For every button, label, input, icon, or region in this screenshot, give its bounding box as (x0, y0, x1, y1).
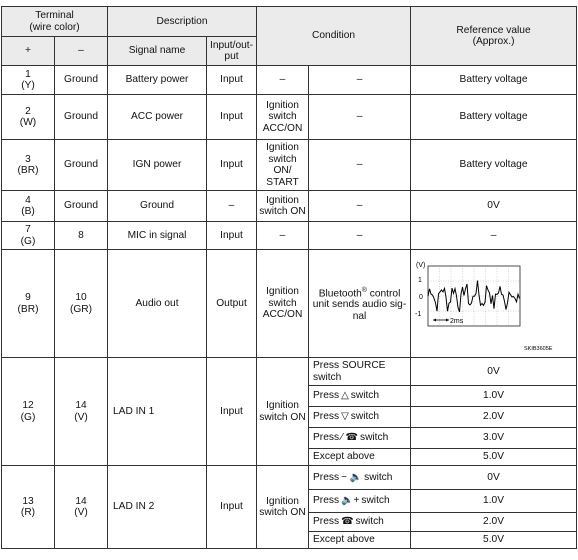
reference-waveform (411, 250, 577, 358)
signal-name: MIC in signal (108, 222, 207, 250)
switch-label: switch (355, 516, 384, 528)
reference-value: 3.0V (411, 428, 577, 449)
condition: Ignition switch ON/ START (257, 140, 309, 191)
up-triangle-icon: △ (341, 390, 349, 402)
input-output: Input (207, 222, 257, 250)
press-label: Press (313, 432, 340, 444)
reference-value: 1.0V (411, 490, 577, 513)
reference-value: 2.0V (411, 513, 577, 532)
waveform-time-label: 2ms (449, 317, 463, 325)
down-triangle-icon: ▽ (341, 411, 349, 423)
terminal-minus: Ground (55, 140, 108, 191)
table-row (2, 466, 577, 490)
condition: – (257, 66, 309, 95)
input-output: Input (207, 95, 257, 140)
terminal-minus: 14 (V) (55, 358, 108, 466)
waveform-tick-1: 1 (417, 276, 422, 284)
signal-name: Ground (108, 191, 207, 222)
sub-condition (309, 386, 411, 407)
header-description: Description (108, 7, 257, 37)
condition-detail: – (309, 66, 411, 95)
terminal-plus: 7 (G) (2, 222, 55, 250)
input-output: Output (207, 250, 257, 358)
reference-value: 0V (411, 358, 577, 386)
press-label: Press (313, 390, 340, 402)
signal-name: ACC power (108, 95, 207, 140)
header-plus: + (2, 37, 55, 66)
terminal-plus: 4 (B) (2, 191, 55, 222)
sub-condition: Except above (309, 449, 411, 466)
switch-label: switch (361, 495, 390, 507)
waveform-tick-neg1: -1 (414, 310, 421, 318)
time-scale-arrow-left (433, 318, 436, 321)
sub-condition (309, 513, 411, 532)
reference-value: 2.0V (411, 407, 577, 428)
terminal-plus: 13 (R) (2, 466, 55, 549)
header-signal-name: Signal name (108, 37, 207, 66)
sub-condition (309, 466, 411, 490)
condition-detail (309, 250, 411, 358)
terminal-minus: Ground (55, 66, 108, 95)
terminal-minus: Ground (55, 191, 108, 222)
terminal-plus: 12 (G) (2, 358, 55, 466)
reference-value: 0V (411, 466, 577, 490)
time-scale-arrow-right (446, 318, 449, 321)
waveform-trace (428, 280, 520, 311)
reference-value: – (411, 222, 577, 250)
header-input-output: Input/out- put (207, 37, 257, 66)
waveform-ylabel: (V) (415, 261, 425, 269)
volume-down-icon: − 🔈 (341, 471, 363, 483)
reference-value: 1.0V (411, 386, 577, 407)
reference-value: Battery voltage (411, 95, 577, 140)
signal-name: LAD IN 1 (108, 358, 207, 466)
header-minus: – (55, 37, 108, 66)
input-output: – (207, 191, 257, 222)
table-row (2, 250, 577, 358)
header-condition: Condition (257, 7, 411, 66)
volume-up-icon: 🔈+ (341, 495, 360, 507)
waveform-code: SKIB3605E (523, 345, 552, 352)
terminal-table (1, 6, 577, 549)
switch-label: switch (359, 432, 389, 444)
condition: Ignition switch ACC/ON (257, 95, 309, 140)
press-label: Press (313, 495, 340, 507)
terminal-minus: 10 (GR) (55, 250, 108, 358)
signal-name: LAD IN 2 (108, 466, 207, 549)
table-row (2, 222, 577, 250)
switch-label: switch (364, 471, 393, 483)
condition-detail: – (309, 222, 411, 250)
table-row (2, 358, 577, 386)
condition: Ignition switch ON (257, 358, 309, 466)
terminal-minus: 14 (V) (55, 466, 108, 549)
condition: Ignition switch ACC/ON (257, 250, 309, 358)
terminal-plus: 9 (BR) (2, 250, 55, 358)
signal-name: IGN power (108, 140, 207, 191)
press-label: Press (313, 471, 340, 483)
terminal-plus: 2 (W) (2, 95, 55, 140)
reference-value: Battery voltage (411, 66, 577, 95)
condition: – (257, 222, 309, 250)
phone-voice-icon: ⁄ ☎ (341, 432, 358, 444)
input-output: Input (207, 358, 257, 466)
sub-condition (309, 490, 411, 513)
terminal-minus: 8 (55, 222, 108, 250)
input-output: Input (207, 140, 257, 191)
condition-detail: – (309, 191, 411, 222)
table-row (2, 66, 577, 95)
terminal-plus: 3 (BR) (2, 140, 55, 191)
switch-label: switch (350, 411, 380, 423)
condition: Ignition switch ON (257, 466, 309, 549)
sub-condition (309, 428, 411, 449)
terminal-plus: 1 (Y) (2, 66, 55, 95)
condition-detail-rest: control unit sends audio sig- nal (312, 287, 407, 322)
press-label: Press (313, 516, 340, 528)
waveform-tick-0: 0 (418, 293, 423, 301)
table-row (2, 140, 577, 191)
phone-hangup-icon: ☎ (341, 516, 354, 528)
waveform-graph (414, 256, 574, 352)
condition-detail: – (309, 95, 411, 140)
press-label: Press (313, 411, 340, 423)
table-row (2, 95, 577, 140)
registered-mark: ® (361, 286, 367, 294)
condition: Ignition switch ON (257, 191, 309, 222)
sub-condition (309, 407, 411, 428)
header-reference: Reference value (Approx.) (411, 7, 577, 66)
terminal-minus: Ground (55, 95, 108, 140)
header-terminal: Terminal (wire color) (2, 7, 108, 37)
input-output: Input (207, 466, 257, 549)
table-row (2, 191, 577, 222)
sub-condition: Except above (309, 532, 411, 549)
signal-name: Audio out (108, 250, 207, 358)
signal-name: Battery power (108, 66, 207, 95)
switch-label: switch (350, 390, 380, 402)
reference-value: 0V (411, 191, 577, 222)
input-output: Input (207, 66, 257, 95)
reference-value: 5.0V (411, 449, 577, 466)
reference-value: Battery voltage (411, 140, 577, 191)
condition-detail: – (309, 140, 411, 191)
reference-value: 5.0V (411, 532, 577, 549)
sub-condition: Press SOURCE switch (309, 358, 411, 386)
bluetooth-text: Bluetooth (318, 287, 362, 299)
